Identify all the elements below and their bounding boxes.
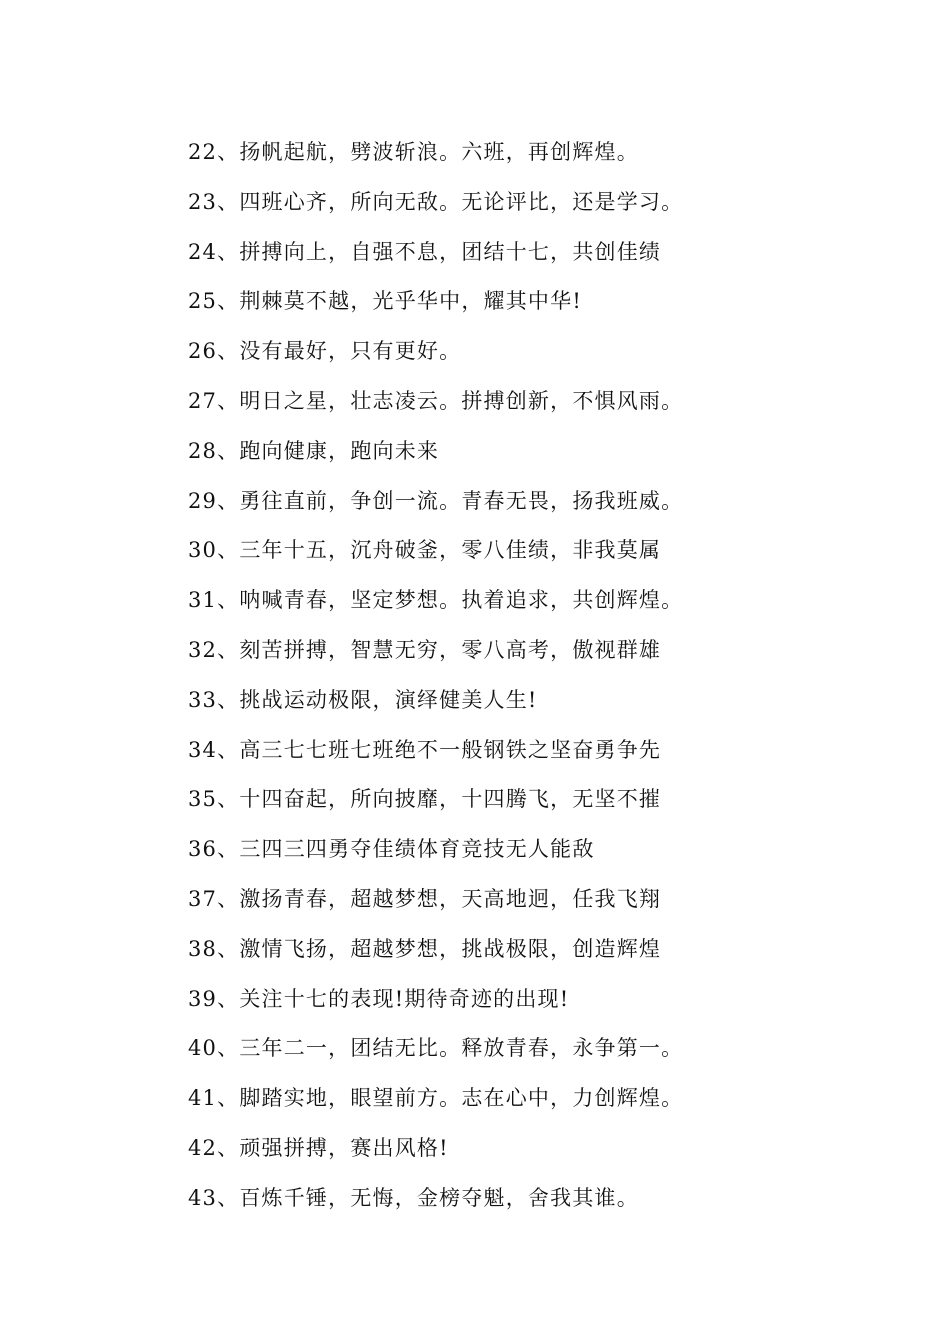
list-item: 23、四班心齐，所向无敌。无论评比，还是学习。: [188, 189, 684, 214]
list-item: 32、刻苦拼搏，智慧无穷，零八高考，傲视群雄: [188, 637, 662, 662]
list-item: 40、三年二一，团结无比。释放青春，永争第一。: [188, 1036, 684, 1061]
list-item: 36、三四三四勇夺佳绩体育竞技无人能敌: [188, 837, 595, 862]
list-item: 34、高三七七班七班绝不一般钢铁之坚奋勇争先: [188, 737, 662, 762]
list-item: 27、明日之星，壮志凌云。拼搏创新，不惧风雨。: [188, 388, 684, 413]
list-item: 33、挑战运动极限，演绎健美人生!: [188, 687, 538, 712]
list-item: 41、脚踏实地，眼望前方。志在心中，力创辉煌。: [188, 1086, 684, 1111]
list-item: 30、三年十五，沉舟破釜，零八佳绩，非我莫属: [188, 538, 662, 563]
list-item: 38、激情飞扬，超越梦想，挑战极限，创造辉煌: [188, 936, 662, 961]
list-item: 39、关注十七的表现!期待奇迹的出现!: [188, 986, 570, 1011]
list-item: 42、顽强拼搏，赛出风格!: [188, 1135, 449, 1160]
list-item: 37、激扬青春，超越梦想，天高地迥，任我飞翔: [188, 886, 662, 911]
list-item: 24、拼搏向上，自强不息，团结十七，共创佳绩: [188, 239, 662, 264]
list-item: 31、呐喊青春，坚定梦想。执着追求，共创辉煌。: [188, 588, 684, 613]
list-item: 35、十四奋起，所向披靡，十四腾飞，无坚不摧: [188, 787, 662, 812]
list-item: 29、勇往直前，争创一流。青春无畏，扬我班威。: [188, 488, 684, 513]
list-item: 22、扬帆起航，劈波斩浪。六班，再创辉煌。: [188, 140, 639, 164]
slogan-list: [188, 132, 683, 1228]
list-item: 43、百炼千锤，无悔，金榜夺魁，舍我其谁。: [188, 1185, 639, 1210]
list-item: 25、荆棘莫不越，光乎华中，耀其中华!: [188, 289, 582, 314]
list-item: 28、跑向健康，跑向未来: [188, 438, 440, 463]
list-item: 26、没有最好，只有更好。: [188, 339, 462, 364]
